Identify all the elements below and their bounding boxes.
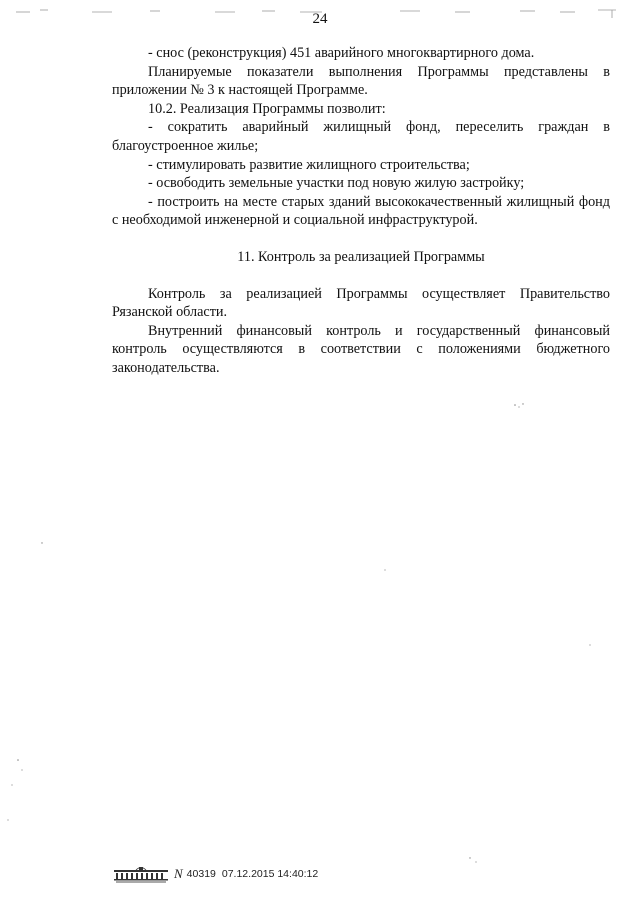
paragraph-financial-control: Внутренний финансовый контроль и государственный финансовый контроль осуществляются в соответствии с положениями бюджетного законодательства. [112,322,610,376]
section-heading: 11. Контроль за реализацией Программы [237,248,485,265]
page-number: 24 [312,11,328,27]
registration-datetime: 07.12.2015 14:40:12 [221,868,319,880]
registration-stamp [112,864,318,884]
registration-mark: N [174,866,183,881]
paragraph-free-land: - освободить земельные участки под новую жилую застройку; [148,175,525,192]
paragraph-build-new: - построить на месте старых зданий высококачественный жилищный фонд с необходимой инженерной и социальной инфраструктурой. [112,193,610,229]
paragraph-control-government: Контроль за реализацией Программы осуществляет Правительство Рязанской области. [112,285,610,321]
paragraph-demolition: - снос (реконструкция) 451 аварийного многоквартирного дома. [148,45,535,61]
registration-number: 40319 [186,868,216,880]
paragraph-10-2-intro: 10.2. Реализация Программы позволит: [148,100,386,117]
building-stamp-icon [112,864,170,884]
document-body [112,44,610,378]
paragraph-reduce-fund: - сократить аварийный жилищный фонд, переселить граждан в благоустроенное жилье; [112,119,610,154]
paragraph-stimulate: - стимулировать развитие жилищного строительства; [148,156,470,173]
paragraph-indicators: Планируемые показатели выполнения Программы представлены в приложении № 3 к настоящей Программе. [112,63,610,99]
